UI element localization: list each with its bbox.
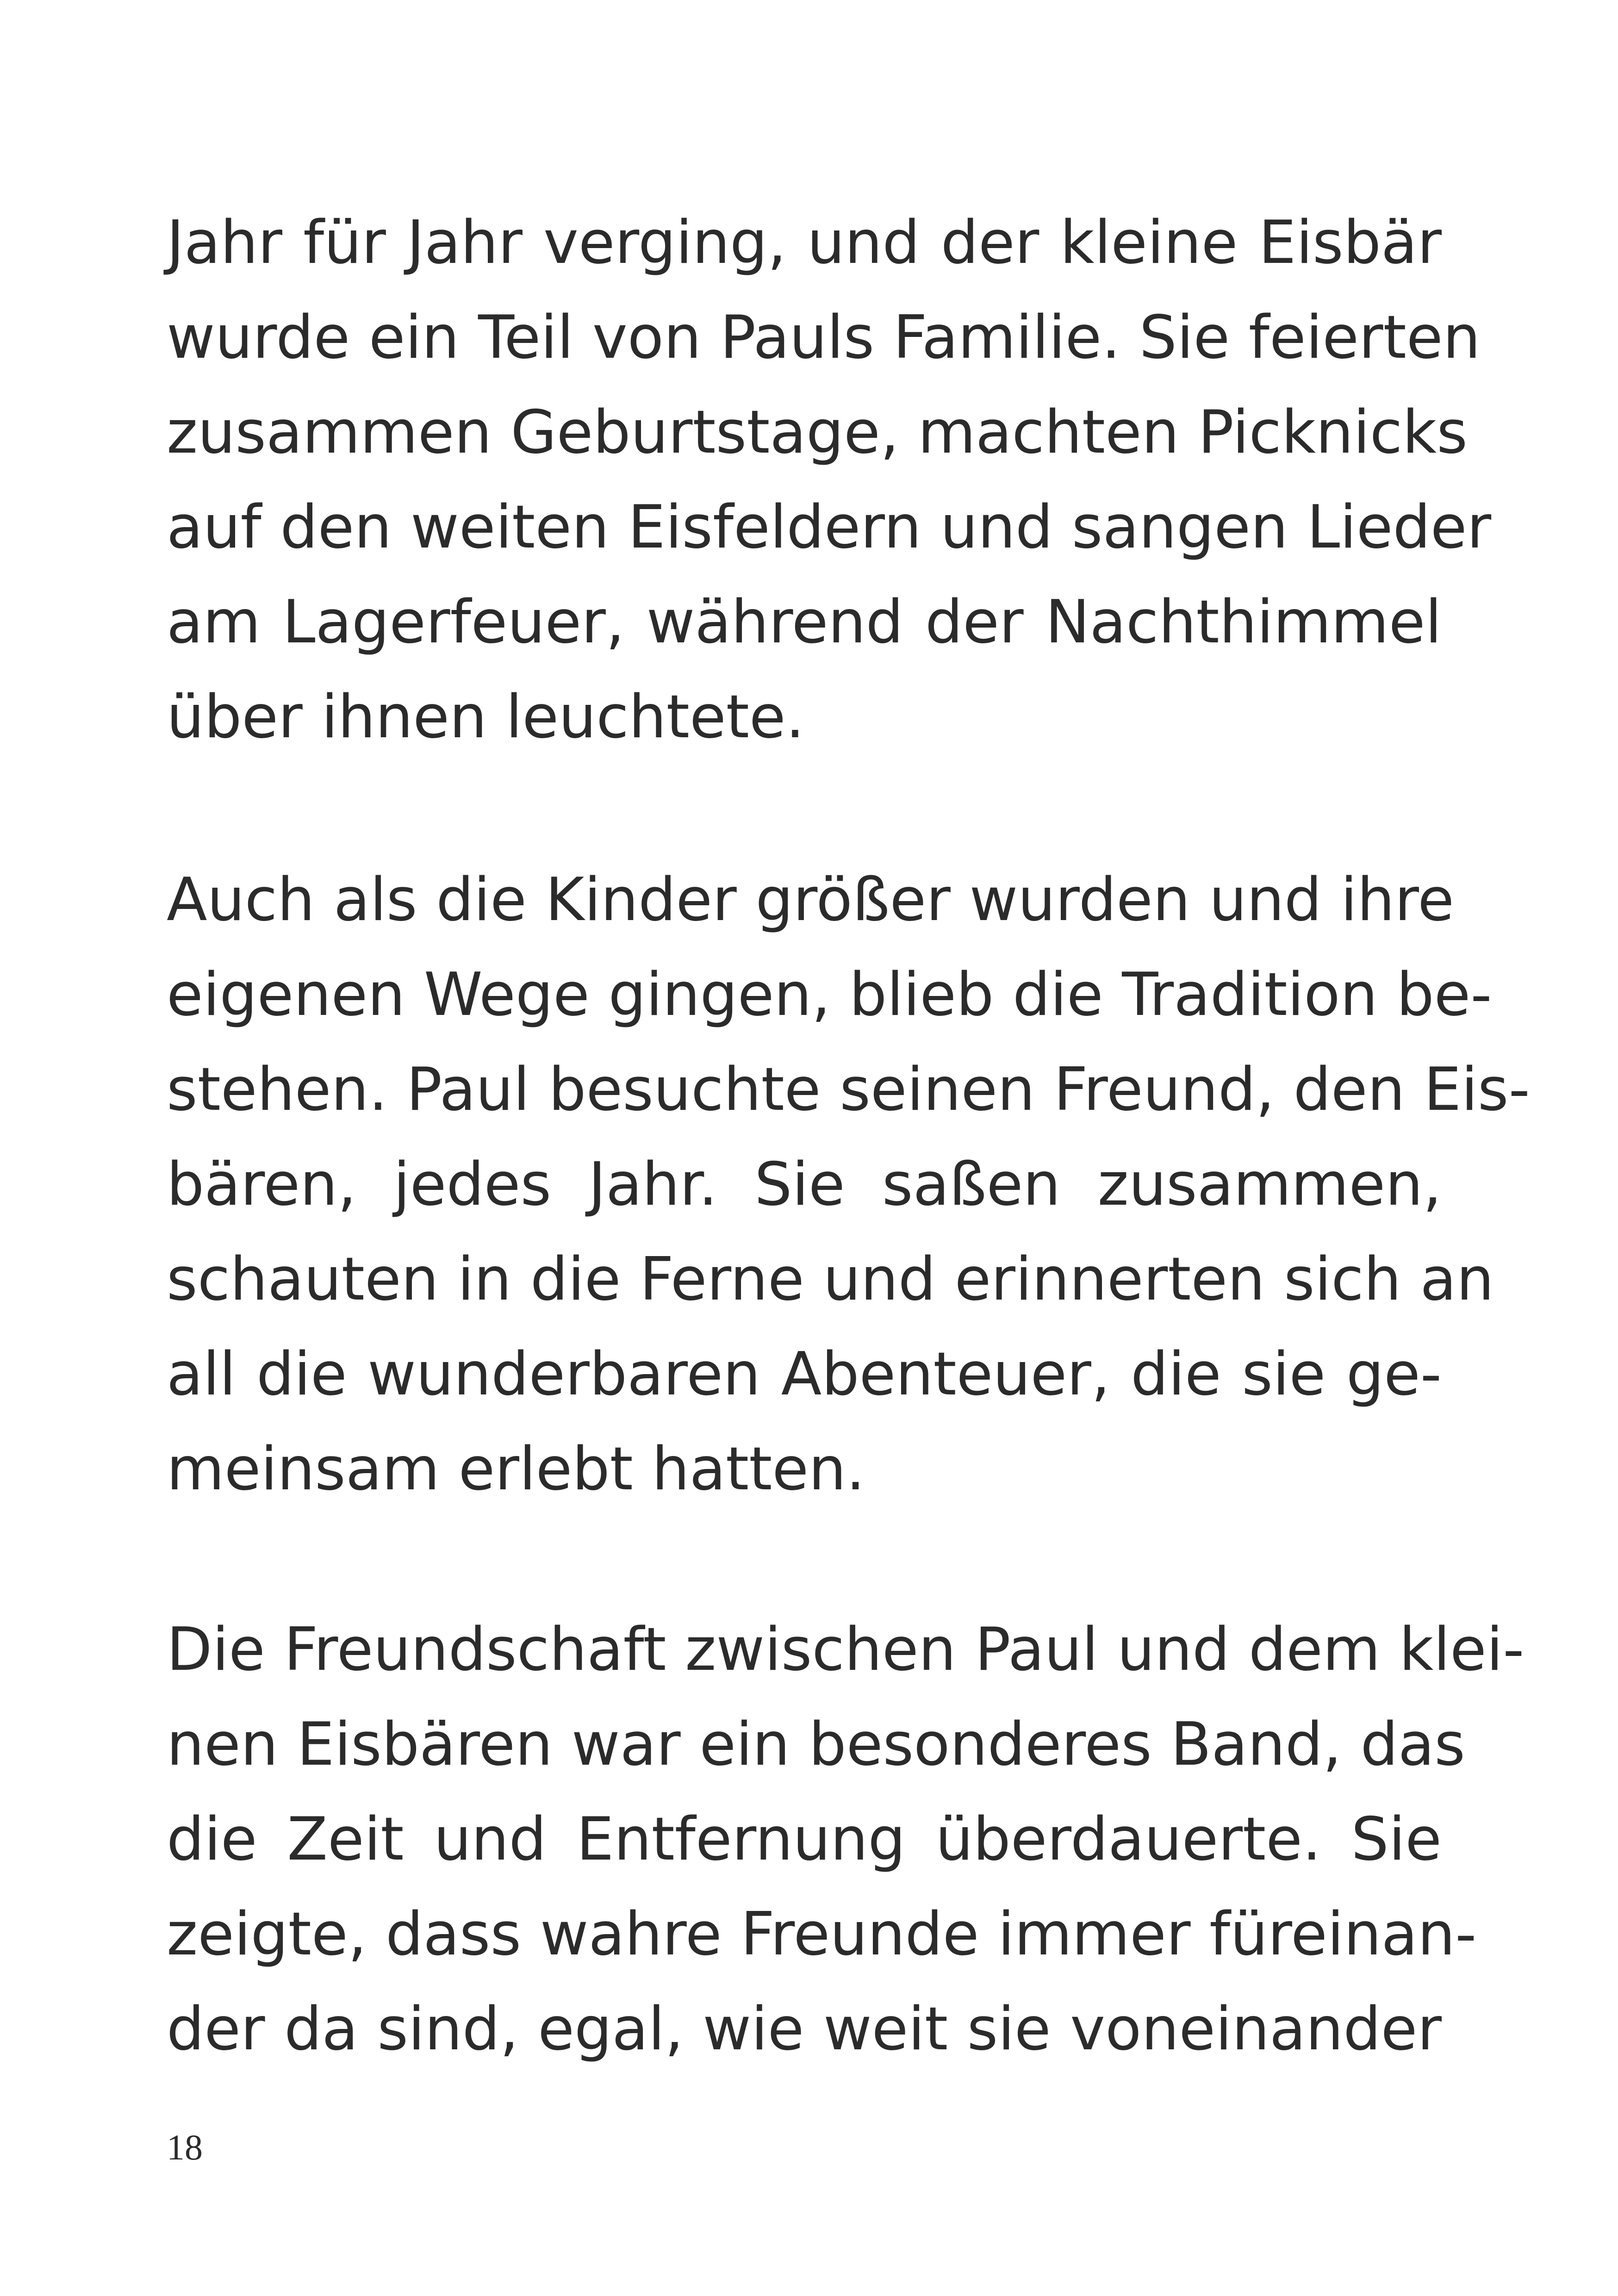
text-line: zeigte, dass wahre Freunde immer füreinan- [167,1900,1477,1969]
text-line: Die Freundschaft zwischen Paul und dem klei- [167,1615,1525,1684]
text-line: meinsam erlebt hatten. [167,1435,865,1504]
text-line: Jahr für Jahr verging, und der kleine Eisbär [167,208,1442,277]
text-line: eigenen Wege gingen, blieb die Tradition be- [167,960,1492,1029]
text-line: bären, jedes Jahr. Sie saßen zusammen, [167,1150,1442,1219]
text-line: nen Eisbären war ein besonderes Band, das [167,1710,1465,1779]
text-line: all die wunderbaren Abenteuer, die sie ge- [167,1340,1442,1409]
text-line: Auch als die Kinder größer wurden und ihre [167,865,1454,934]
text-line: über ihnen leuchtete. [167,683,805,752]
text-line: die Zeit und Entfernung überdauerte. Sie [167,1805,1442,1874]
text-line: am Lagerfeuer, während der Nachthimmel [167,588,1442,657]
text-line: wurde ein Teil von Pauls Familie. Sie feierten [167,303,1481,372]
text-line: schauten in die Ferne und erinnerten sich an [167,1245,1494,1314]
text-line: auf den weiten Eisfeldern und sangen Lieder [167,493,1492,562]
text-line: zusammen Geburtstage, machten Picknicks [167,398,1468,467]
text-line: stehen. Paul besuchte seinen Freund, den Eis- [167,1055,1530,1124]
page-number: 18 [167,2127,203,2167]
text-line: der da sind, egal, wie weit sie voneinander [167,1995,1442,2064]
